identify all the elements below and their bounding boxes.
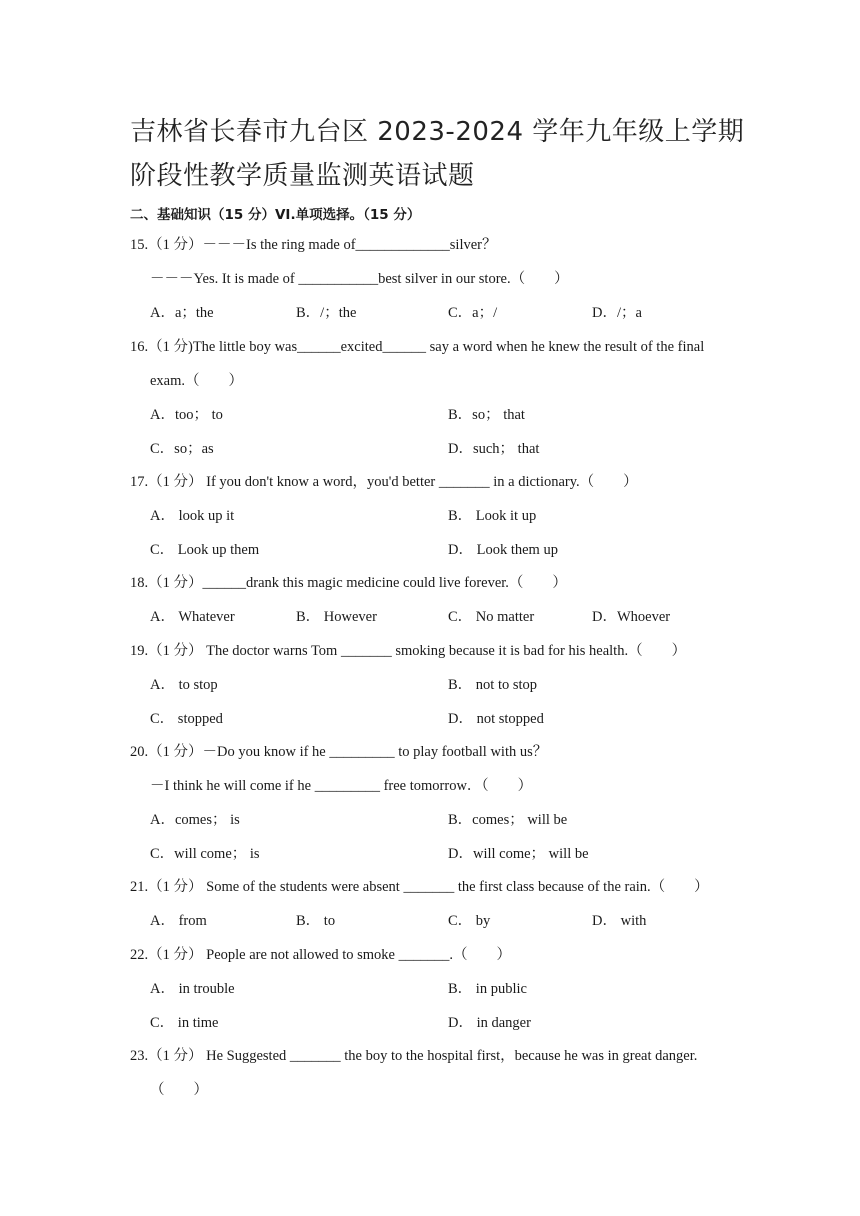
question-21-option-b: B． to [296, 913, 336, 929]
question-16-stem-2: exam.（ ） [150, 373, 244, 389]
title-line-2: 阶段性教学质量监测英语试题 [130, 161, 475, 191]
question-20-option-d: D．will come； will be [448, 846, 589, 862]
question-18-option-c: C． No matter [448, 609, 535, 625]
question-18-stem: 18.（1 分）______drank this magic medicine could live forever.（ ） [130, 575, 567, 591]
title-line-1: 吉林省长春市九台区 2023-2024 学年九年级上学期 [130, 117, 745, 147]
question-17-option-b: B． Look it up [448, 508, 537, 524]
question-17-option-a: A． look up it [150, 508, 235, 524]
question-22-option-d: D． in danger [448, 1015, 531, 1031]
question-17-option-c: C． Look up them [150, 542, 260, 558]
section-heading: 二、基础知识（15 分）VI.单项选择。（15 分） [130, 207, 421, 223]
question-22-option-a: A． in trouble [150, 981, 235, 997]
question-15-option-a: A．a；the [150, 305, 214, 321]
question-16-option-b: B．so； that [448, 407, 525, 423]
question-19-option-d: D． not stopped [448, 711, 544, 727]
question-17-option-d: D． Look them up [448, 542, 558, 558]
question-21-stem: 21.（1 分） Some of the students were absent _______ the first class because of the rain.（ ） [130, 879, 709, 895]
question-15-option-b: B．/；the [296, 305, 357, 321]
question-18-option-b: B． However [296, 609, 377, 625]
question-20-option-c: C．will come； is [150, 846, 260, 862]
question-15-stem: 15.（1 分）－－－Is the ring made of_____________silver？ [130, 237, 497, 253]
question-18-option-a: A． Whatever [150, 609, 235, 625]
question-22-stem: 22.（1 分） People are not allowed to smoke _______.（ ） [130, 947, 511, 963]
question-18-option-d: D．Whoever [592, 609, 671, 625]
question-19-option-b: B． not to stop [448, 677, 538, 693]
question-20-stem-2: －I think he will come if he _________ free tomorrow．（ ） [150, 778, 533, 794]
question-21-option-d: D． with [592, 913, 647, 929]
question-16-option-a: A．too； to [150, 407, 223, 423]
document-title [130, 110, 750, 198]
question-23-stem-2: （ ） [150, 1082, 208, 1098]
question-23-stem: 23.（1 分） He Suggested _______ the boy to the hospital first，because he was in great danger. [130, 1048, 698, 1064]
question-20-stem: 20.（1 分）－Do you know if he _________ to play football with us？ [130, 744, 548, 760]
question-17-stem: 17.（1 分） If you don't know a word，you'd better _______ in a dictionary.（ ） [130, 474, 638, 490]
question-19-stem: 19.（1 分） The doctor warns Tom _______ smoking because it is bad for his health.（ ） [130, 643, 687, 659]
question-16-stem: 16.（1 分)The little boy was______excited______ say a word when he knew the result of the final [130, 339, 705, 355]
question-19-option-a: A． to stop [150, 677, 218, 693]
question-15-option-c: C．a；/ [448, 305, 498, 321]
question-22-option-b: B． in public [448, 981, 527, 997]
question-21-option-a: A． from [150, 913, 207, 929]
question-15-stem-2: －－－Yes. It is made of ___________best silver in our store.（ ） [150, 271, 569, 287]
question-16-option-d: D．such； that [448, 441, 540, 457]
question-16-option-c: C．so；as [150, 441, 214, 457]
question-21-option-c: C． by [448, 913, 491, 929]
question-20-option-b: B．comes； will be [448, 812, 568, 828]
question-20-option-a: A．comes； is [150, 812, 240, 828]
question-22-option-c: C． in time [150, 1015, 219, 1031]
question-19-option-c: C． stopped [150, 711, 223, 727]
question-15-option-d: D．/；a [592, 305, 642, 321]
